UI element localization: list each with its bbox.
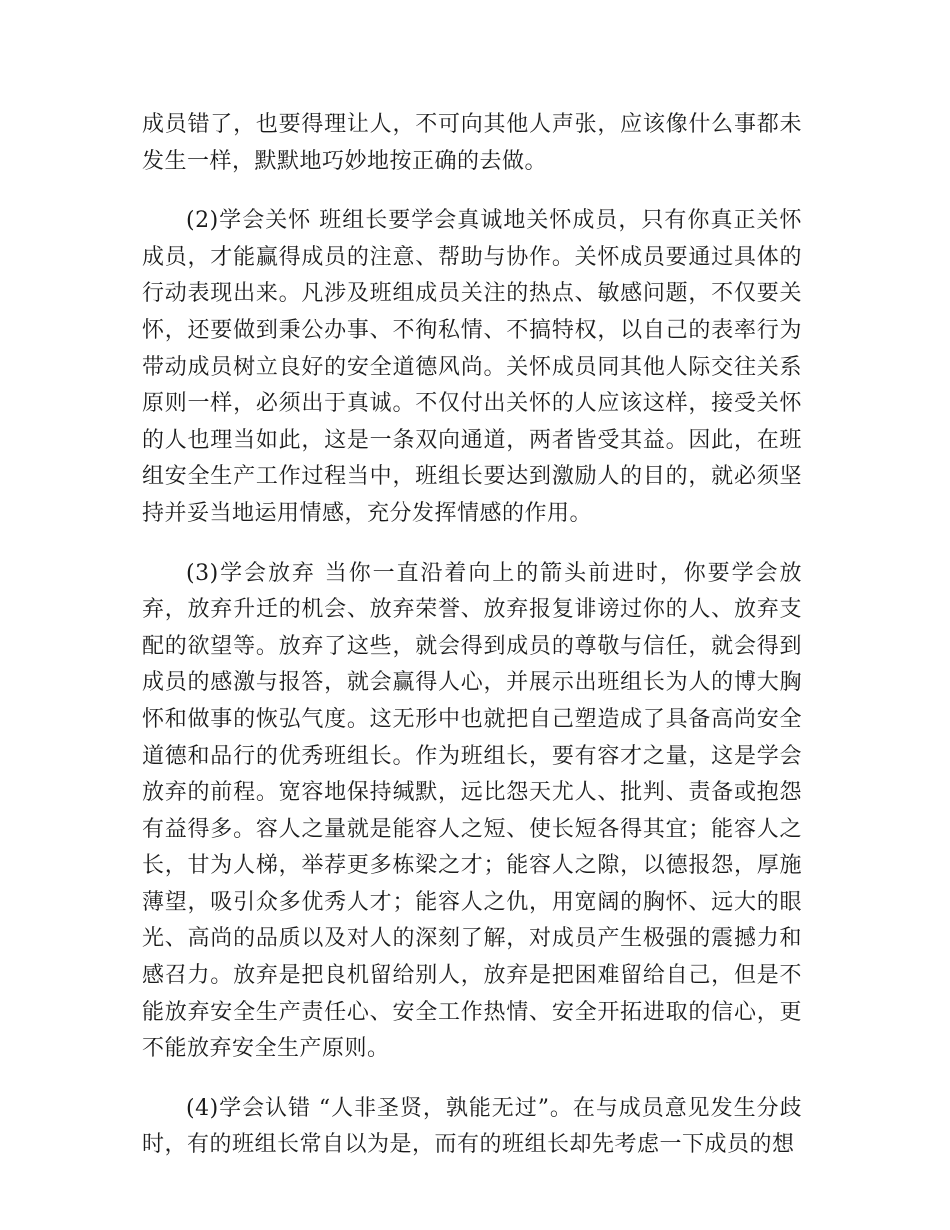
paragraph-learn-care: (2)学会关怀 班组长要学会真诚地关怀成员，只有你真正关怀成员，才能赢得成员的注意、帮助与协作。关怀成员要通过具体的行动表现出来。凡涉及班组成员关注的热点、敏感问题，不仅要关怀，还要做到秉公办事、不徇私情、不搞特权，以自己的表率行为带动成员树立良好的安全道德风尚。关怀成员同其他人际交往关系原则一样，必须出于真诚。不仅付出关怀的人应该这样，接受关怀的人也理当如此，这是一条双向通道，两者皆受其益。因此，在班组安全生产工作过程当中，班组长要达到激励人的目的，就必须坚持并妥当地运用情感，充分发挥情感的作用。 [142,208,802,526]
paragraph-continuation: 成员错了，也要得理让人，不可向其他人声张，应该像什么事都未发生一样，默默地巧妙地按正确的去做。 [142,112,802,174]
paragraph-learn-admit-mistakes: (4)学会认错 “人非圣贤，孰能无过”。在与成员意见发生分歧时，有的班组长常自以为是，而有的班组长却先考虑一下成员的想 [142,1095,802,1158]
paragraph-learn-let-go: (3)学会放弃 当你一直沿着向上的箭头前进时，你要学会放弃，放弃升迁的机会、放弃荣誉、放弃报复诽谤过你的人、放弃支配的欲望等。放弃了这些，就会得到成员的尊敬与信任，就会得到成员的感激与报答，就会赢得人心，并展示出班组长为人的博大胸怀和做事的恢弘气度。这无形中也就把自己塑造成了具备高尚安全道德和品行的优秀班组长。作为班组长，要有容才之量，这是学会放弃的前程。宽容地保持缄默，远比怨天尤人、批判、责备或抱怨有益得多。容人之量就是能容人之短、使长短各得其宜；能容人之长，甘为人梯，举荐更多栋梁之才；能容人之隙，以德报怨，厚施薄望，吸引众多优秀人才；能容人之仇，用宽阔的胸怀、远大的眼光、高尚的品质以及对人的深刻了解，对成员产生极强的震撼力和感召力。放弃是把良机留给别人，放弃是把困难留给自己，但是不能放弃安全生产责任心、安全工作热情、安全开拓进取的信心，更不能放弃安全生产原则。 [142,560,802,1062]
document-body [142,107,802,1187]
